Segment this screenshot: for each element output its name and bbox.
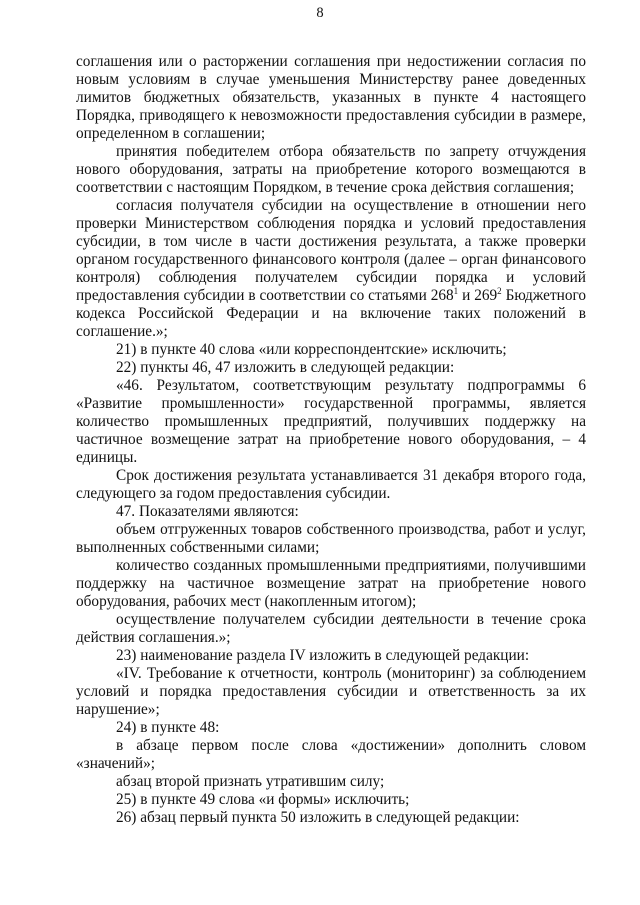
page-number: 8 — [316, 5, 324, 21]
paragraph-result-deadline: Срок достижения результата устанавливается 31 декабря второго года, следующего за годом предоставления субсидии. — [76, 467, 586, 502]
paragraph-item-24: 24) в пункте 48: — [116, 719, 220, 736]
paragraph-continuation: соглашения или о расторжении соглашения при недостижении согласия по новым условиям в случае уменьшения Министерству ранее доведенных лимитов бюджетных обязательств, указанных в пункте 4 настоящего Порядка, приводящего к невозможности предоставления субсидии в размере, определенном в соглашении; — [76, 53, 586, 142]
audit-text-part2: и 269 — [458, 287, 498, 304]
paragraph-equipment-alienation: принятия победителем отбора обязательств по запрету отчуждения нового оборудования, затраты на приобретение которого возмещаются в соответствии с настоящим Порядком, в течение срока действия соглашения; — [76, 143, 586, 196]
document-body — [76, 53, 586, 827]
audit-text-part1: согласия получателя субсидии на осуществление в отношении него проверки Министерством соблюдения порядка и условий предоставления субсидии, в том числе в части достижения результата, а также проверки органом государственного финансового контроля (далее – орган финансового контроля) соблюдения получателем субсидии порядка и условий предоставления субсидии в соответствии со статьями 268 — [76, 197, 586, 304]
paragraph-indicator-jobs: количество созданных промышленными предприятиями, получившими поддержку на частичное возмещение затрат на приобретение нового оборудования, рабочих мест (накопленным итогом); — [76, 557, 586, 610]
paragraph-section-iv-title: «IV. Требование к отчетности, контроль (мониторинг) за соблюдением условий и порядка предоставления субсидии и ответственность за их нарушение»; — [76, 665, 586, 718]
paragraph-point-47: 47. Показателями являются: — [116, 503, 299, 520]
paragraph-second-abzac: абзац второй признать утратившим силу; — [116, 773, 385, 790]
paragraph-first-abzac: в абзаце первом после слова «достижении» дополнить словом «значений»; — [76, 737, 586, 772]
paragraph-point-46: «46. Результатом, соответствующим результату подпрограммы 6 «Развитие промышленности» государственной программы, является количество промышленных предприятий, получивших поддержку на частичное возмещение затрат на приобретение нового оборудования, – 4 единицы. — [76, 377, 586, 466]
paragraph-item-25: 25) в пункте 49 слова «и формы» исключить; — [116, 791, 410, 808]
paragraph-indicator-activity: осуществление получателем субсидии деятельности в течение срока действия соглашения.»; — [76, 611, 586, 646]
paragraph-item-22: 22) пункты 46, 47 изложить в следующей редакции: — [116, 359, 455, 376]
article-269-superscript: 2 — [497, 286, 502, 296]
audit-text-part3: Бюджетного кодекса Российской Федерации и на включение таких положений в соглашение.»; — [76, 287, 587, 340]
paragraph-item-21: 21) в пункте 40 слова «или корреспондентские» исключить; — [116, 341, 507, 358]
paragraph-indicator-shipped-goods: объем отгруженных товаров собственного производства, работ и услуг, выполненных собственными силами; — [76, 521, 586, 556]
paragraph-audit-consent — [76, 197, 586, 341]
article-268-superscript: 1 — [453, 286, 459, 296]
paragraph-item-23: 23) наименование раздела IV изложить в следующей редакции: — [116, 647, 530, 664]
paragraph-item-26: 26) абзац первый пункта 50 изложить в следующей редакции: — [116, 809, 520, 826]
